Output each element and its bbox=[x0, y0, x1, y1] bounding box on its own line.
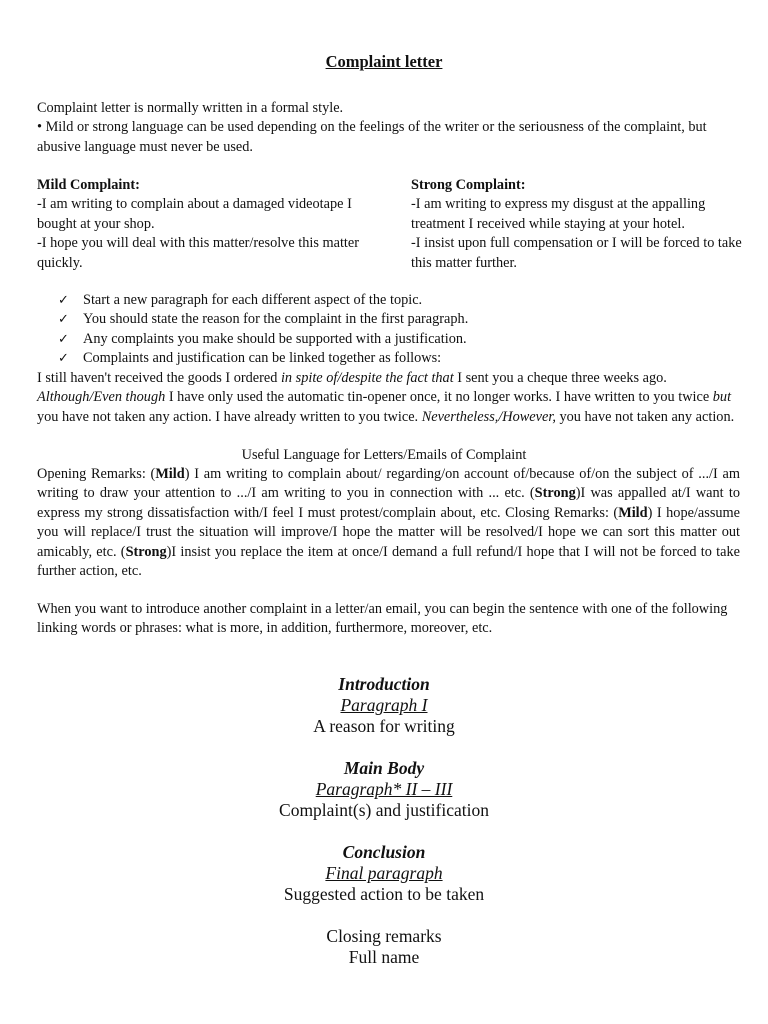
intro-section bbox=[37, 99, 740, 157]
strong-complaint-column bbox=[411, 176, 746, 273]
linking-example-paragraph bbox=[37, 369, 740, 427]
example-text: I have only used the automatic tin-opener once, it no longer works. I have written to you twice bbox=[165, 389, 713, 406]
example-linker: Although/Even though bbox=[37, 389, 166, 406]
example-linker: in spite of/despite the fact that bbox=[280, 370, 454, 386]
outline-conclusion bbox=[0, 842, 768, 905]
checklist-item bbox=[58, 291, 468, 310]
example-linker: but bbox=[712, 389, 732, 406]
checklist-text: Complaints and justification can be linked together as follows: bbox=[83, 350, 442, 367]
intro-bullet: • Mild or strong language can be used depending on the feelings of the writer or the seriousness of the complaint, but abusive language must never be used. bbox=[37, 119, 707, 155]
closing-remarks-label: Closing remarks bbox=[326, 926, 442, 946]
tips-checklist bbox=[58, 291, 468, 369]
outline-paragraph-label: Paragraph I bbox=[340, 695, 428, 715]
useful-text: )I was appalled at/I want to express my strong dissatisfaction with/I feel I must protest/complain about, etc. Closing Remarks: ( bbox=[37, 485, 740, 521]
register-label: Mild bbox=[155, 466, 185, 482]
outline-paragraph-label: Paragraph* II – III bbox=[315, 779, 453, 799]
useful-text: ) I hope/assume you will replace/I trust the situation will improve/I hope the matter will be resolved/I hope we can sort this matter out amicably, etc. ( bbox=[37, 504, 740, 560]
useful-language-paragraph bbox=[37, 465, 740, 581]
checkmark-icon: ✓ bbox=[58, 331, 69, 347]
outline-introduction bbox=[0, 674, 768, 737]
useful-text: )I insist you replace the item at once/I demand a full refund/I hope that I will not be forced to take further action, etc. bbox=[37, 543, 740, 580]
example-text: you have not taken any action. I have already written to you twice. bbox=[37, 408, 422, 425]
mild-complaint-column bbox=[37, 176, 372, 273]
intro-line: Complaint letter is normally written in a formal style. bbox=[37, 100, 344, 116]
linking-words-paragraph: When you want to introduce another complaint in a letter/an email, you can begin the sentence with one of the following linking words or phrases: what is more, in addition, furthermore, moreover, etc. bbox=[37, 601, 728, 637]
example-text: I still haven't received the goods I ordered bbox=[37, 370, 281, 386]
outline-paragraph-label: Final paragraph bbox=[325, 863, 443, 883]
strong-example-1: -I am writing to express my disgust at the appalling treatment I received while staying at your hotel. bbox=[411, 196, 706, 232]
checklist-text: Any complaints you make should be supported with a justification. bbox=[83, 330, 467, 347]
register-label: Strong bbox=[534, 485, 576, 502]
outline-description: Suggested action to be taken bbox=[283, 884, 485, 904]
outline-heading: Conclusion bbox=[342, 842, 426, 862]
outline-main-body bbox=[0, 758, 768, 821]
example-text: I sent you a cheque three weeks ago. bbox=[453, 370, 667, 386]
outline-description: Complaint(s) and justification bbox=[279, 800, 489, 820]
strong-complaint-heading: Strong Complaint: bbox=[411, 177, 526, 193]
outline-heading: Main Body bbox=[343, 758, 425, 778]
example-linker: Nevertheless,/However, bbox=[421, 408, 556, 425]
useful-language-heading: Useful Language for Letters/Emails of Complaint bbox=[241, 447, 527, 463]
register-label: Mild bbox=[618, 504, 648, 521]
useful-text: ) I am writing to complain about/ regarding/on account of/because of/on the subject of .../I am writing to draw your attention to .../I am writing to you in connection with ... etc. ( bbox=[37, 466, 740, 502]
outline-closing bbox=[0, 926, 768, 968]
letter-outline bbox=[0, 674, 768, 989]
checkmark-icon: ✓ bbox=[58, 312, 69, 328]
example-text: you have not taken any action. bbox=[555, 408, 735, 425]
checklist-item bbox=[58, 310, 468, 329]
strong-example-2: -I insist upon full compensation or I will be forced to take this matter further. bbox=[411, 235, 742, 271]
register-label: Strong bbox=[125, 543, 167, 560]
mild-example-2: -I hope you will deal with this matter/resolve this matter quickly. bbox=[37, 235, 360, 271]
checklist-item bbox=[58, 349, 468, 368]
checkmark-icon: ✓ bbox=[58, 293, 69, 308]
checkmark-icon: ✓ bbox=[58, 351, 69, 367]
mild-complaint-heading: Mild Complaint: bbox=[37, 177, 140, 193]
checklist-text: You should state the reason for the complaint in the first paragraph. bbox=[83, 311, 469, 328]
full-name-label: Full name bbox=[348, 947, 420, 967]
checklist-item bbox=[58, 330, 468, 349]
mild-example-1: -I am writing to complain about a damaged videotape I bought at your shop. bbox=[37, 196, 352, 232]
useful-text: Opening Remarks: ( bbox=[37, 466, 156, 482]
checklist-text: Start a new paragraph for each different aspect of the topic. bbox=[83, 292, 423, 308]
page-title: Complaint letter bbox=[325, 52, 443, 71]
outline-heading: Introduction bbox=[338, 674, 430, 694]
outline-description: A reason for writing bbox=[313, 716, 455, 736]
